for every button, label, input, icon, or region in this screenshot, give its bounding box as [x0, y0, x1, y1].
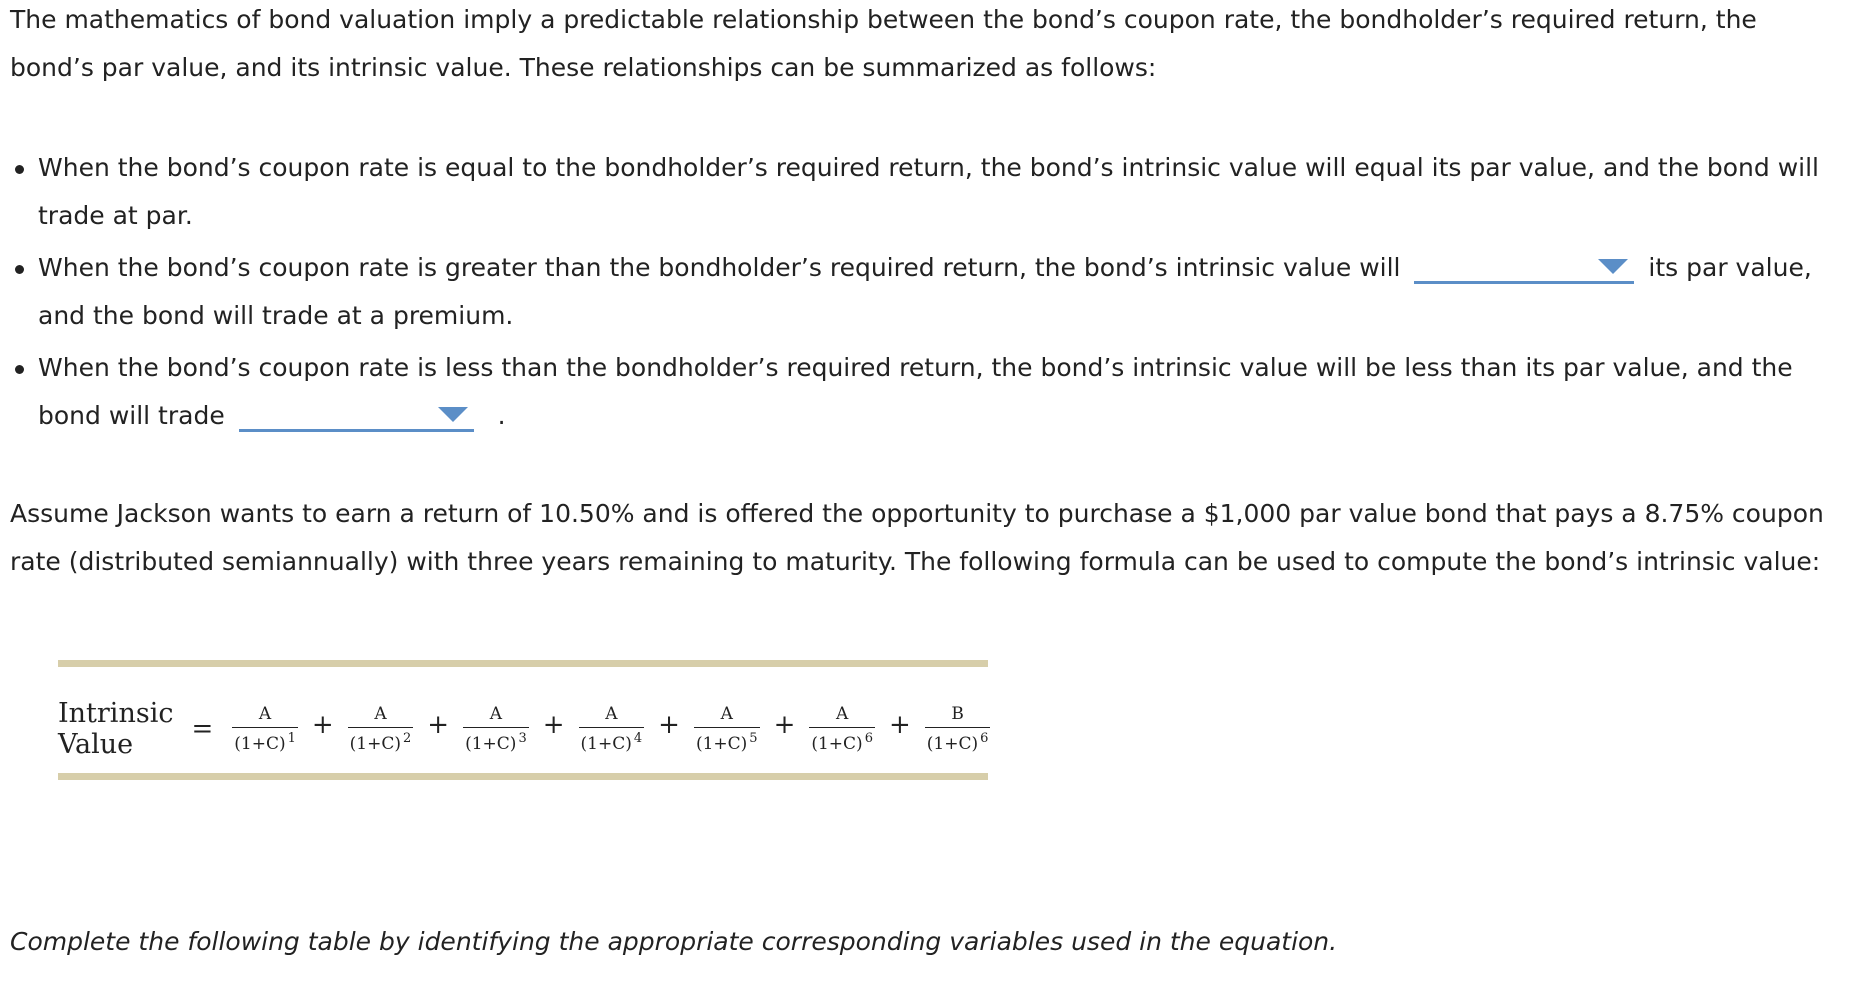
- term-denominator: (1+C) $^3$: [463, 727, 529, 754]
- formula-equals: =: [191, 714, 214, 744]
- formula-term: [460, 704, 532, 754]
- term-denominator: (1+C) $^2$: [348, 727, 414, 754]
- term-numerator: A: [836, 704, 849, 724]
- term-exponent: 3: [518, 731, 527, 746]
- term-numerator: A: [489, 704, 503, 724]
- term-exponent: 6: [980, 731, 989, 746]
- bullet-greater-text-before: When the bond’s coupon rate is greater than the bondholder’s required return, the bond’s intrinsic value will: [38, 253, 1401, 282]
- formula-plus: +: [888, 710, 911, 740]
- term-numerator: A: [374, 704, 387, 724]
- term-exponent: 6: [864, 731, 873, 746]
- formula-term-par: [922, 704, 994, 754]
- term-denominator: (1+C) $^4$: [579, 727, 645, 754]
- formula-bottom-rule: [58, 773, 988, 780]
- scenario-paragraph: Assume Jackson wants to earn a return of 10.50% and is offered the opportunity to purchase a $1,000 par value bond that pays a 8.75% coupon rate (distributed semiannually) with three years remaining to maturity. The following formula can be used to compute the bond’s intrinsic value:: [10, 499, 1824, 576]
- bullet-equal: [0, 144, 1846, 240]
- bullet-dot: [15, 265, 24, 274]
- bullet-less: [0, 344, 1846, 440]
- formula-term: [806, 704, 878, 754]
- term-exponent: 5: [749, 731, 758, 746]
- relationship-list: [0, 144, 1846, 444]
- formula-top-rule: [58, 660, 988, 667]
- term-denominator: (1+C) $^6$: [809, 727, 875, 754]
- table-instruction: Complete the following table by identifying the appropriate corresponding variables used in the equation.: [10, 927, 1338, 956]
- formula-plus: +: [311, 710, 334, 740]
- term-denominator: (1+C) $^1$: [232, 727, 298, 754]
- bullet-less-text-after: .: [497, 401, 506, 430]
- term-denominator: (1+C) $^6$: [925, 727, 991, 754]
- intro-paragraph: The mathematics of bond valuation imply a predictable relationship between the bond’s coupon rate, the bondholder’s required return, the bond’s par value, and its intrinsic value. These relationships can be summarized as follows:: [10, 5, 1757, 82]
- term-denominator: (1+C) $^5$: [694, 727, 760, 754]
- trade-type-dropdown[interactable]: [239, 399, 474, 432]
- formula-plus: +: [427, 710, 450, 740]
- term-numerator: A: [605, 704, 618, 724]
- bullet-greater: [0, 244, 1846, 340]
- formula-plus: +: [658, 710, 680, 740]
- formula-label: Intrinsic Value: [58, 698, 174, 760]
- formula-term: [345, 704, 417, 754]
- bullet-dot: [15, 365, 24, 374]
- bullet-greater-text-after: its par value, and the bond will trade at a premium.: [38, 253, 1812, 330]
- formula-plus: +: [773, 710, 796, 740]
- formula-term: [229, 704, 301, 754]
- intrinsic-value-formula: [58, 660, 988, 780]
- formula-expression: [58, 698, 993, 760]
- dropdown-arrow-icon[interactable]: [438, 407, 468, 422]
- formula-term: [576, 704, 648, 754]
- term-exponent: 2: [403, 731, 412, 746]
- term-exponent: 1: [287, 731, 296, 746]
- bullet-dot: [15, 165, 24, 174]
- term-numerator: B: [951, 704, 964, 724]
- dropdown-arrow-icon[interactable]: [1598, 259, 1628, 274]
- formula-term: [691, 704, 763, 754]
- formula-plus: +: [542, 710, 565, 740]
- term-numerator: A: [720, 704, 733, 724]
- premium-comparison-dropdown[interactable]: [1414, 251, 1634, 284]
- bullet-less-text-before: When the bond’s coupon rate is less than the bondholder’s required return, the bond’s intrinsic value will be less than its par value, and the bond will trade: [38, 353, 1793, 430]
- term-numerator: A: [258, 704, 272, 724]
- term-exponent: 4: [633, 731, 643, 746]
- bullet-equal-text: When the bond’s coupon rate is equal to the bondholder’s required return, the bond’s intrinsic value will equal its par value, and the bond will trade at par.: [38, 153, 1820, 230]
